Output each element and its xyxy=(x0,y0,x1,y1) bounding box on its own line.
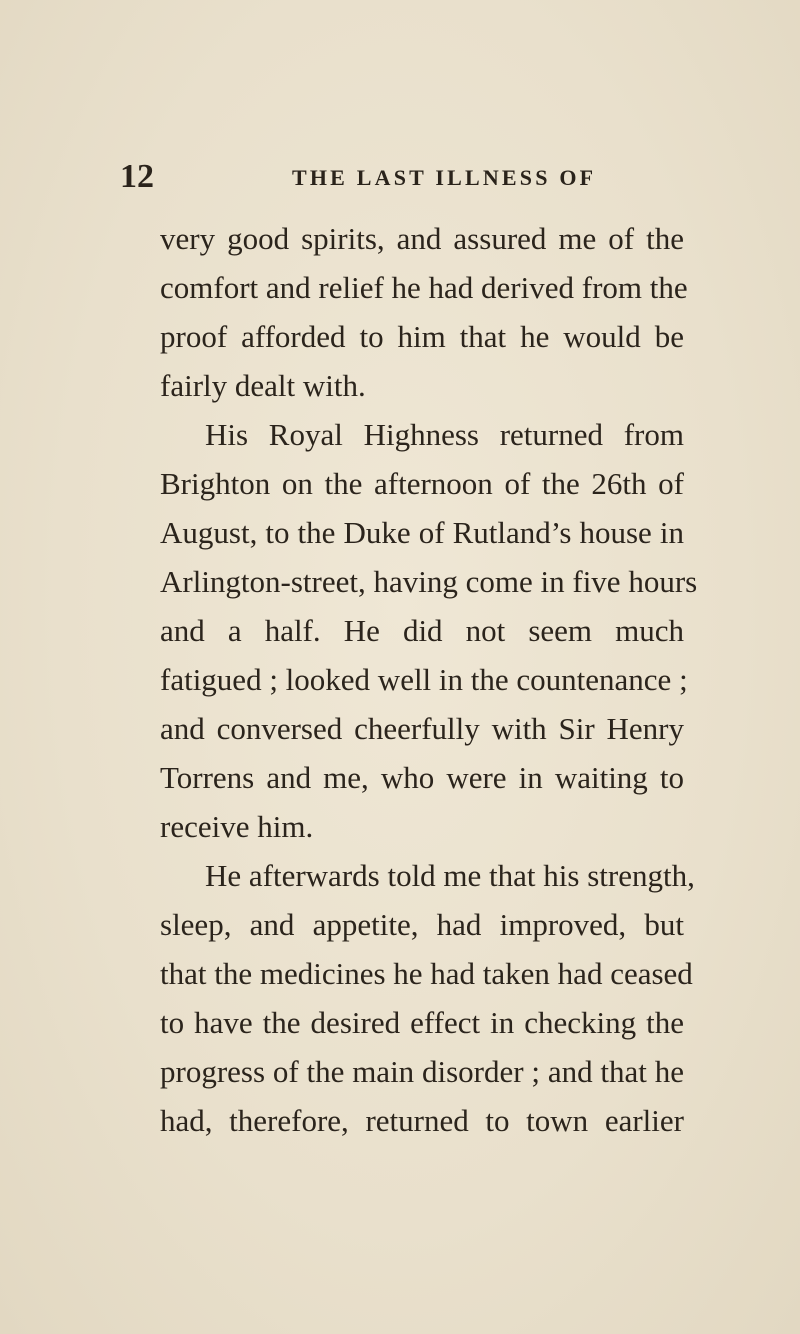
text-line: and a half. He did not seem much xyxy=(160,613,684,648)
text-line: proof afforded to him that he would be xyxy=(160,319,684,354)
page-header xyxy=(120,160,740,200)
text-line: He afterwards told me that his strength, xyxy=(205,858,695,893)
text-line: receive him. xyxy=(160,809,314,844)
text-line: Brighton on the afternoon of the 26th of xyxy=(160,466,684,501)
text-line: that the medicines he had taken had ceased xyxy=(160,956,693,991)
running-title: THE LAST ILLNESS OF xyxy=(292,165,597,190)
body-text xyxy=(160,214,698,1145)
text-line: fairly dealt with. xyxy=(160,368,366,403)
text-line: progress of the main disorder ; and that he xyxy=(160,1054,684,1089)
text-line: very good spirits, and assured me of the xyxy=(160,221,684,256)
page-number: 12 xyxy=(120,158,154,195)
text-line: Arlington-street, having come in five hours xyxy=(160,564,698,599)
text-line: to have the desired effect in checking the xyxy=(160,1005,684,1040)
text-line: fatigued ; looked well in the countenance ; xyxy=(160,662,688,697)
text-line: August, to the Duke of Rutland’s house in xyxy=(160,515,684,550)
text-line: comfort and relief he had derived from the xyxy=(160,270,688,305)
text-line: His Royal Highness returned from xyxy=(205,417,684,452)
text-line: Torrens and me, who were in waiting to xyxy=(160,760,684,795)
text-line: and conversed cheerfully with Sir Henry xyxy=(160,711,684,746)
text-line: sleep, and appetite, had improved, but xyxy=(160,907,684,942)
text-line: had, therefore, returned to town earlier xyxy=(160,1103,684,1138)
